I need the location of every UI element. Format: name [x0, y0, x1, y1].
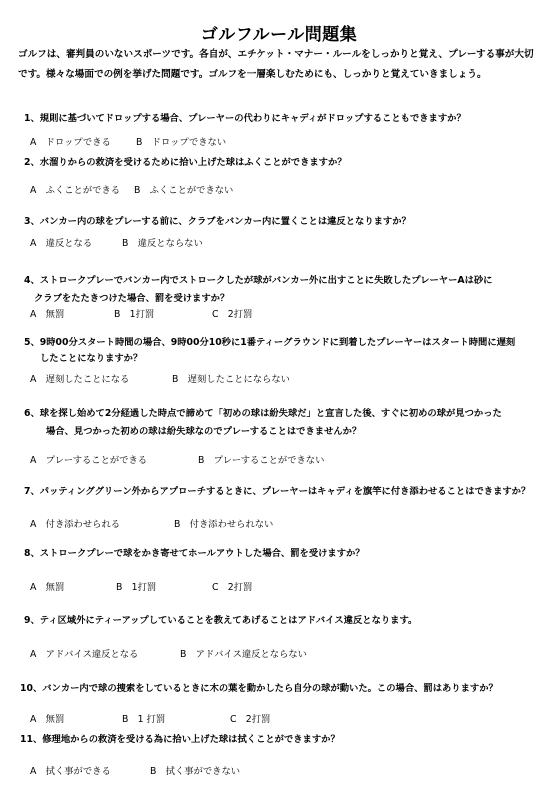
q4-option-b: B 1打罰: [114, 309, 155, 320]
q1-option-a: A ドロップできる: [30, 137, 111, 148]
q8-option-a: A 無罰: [30, 582, 65, 593]
q6-option-a: A プレーすることができる: [30, 455, 148, 466]
q10-option-b: B 1 打罰: [122, 714, 166, 725]
question-5-line-2: したことになりますか？: [40, 353, 143, 364]
question-8: 8、ストロークプレーで球をかき寄せてホールアウトした場合、罰を受けますか？: [24, 548, 365, 559]
question-9: 9、ティ区域外にティーアップしていることを教えてあげることはアドバイス違反となります。: [24, 615, 418, 626]
question-4-line-2: クラブをたたきつけた場合、罰を受けますか？: [34, 293, 230, 304]
q8-option-b: B 1打罰: [116, 582, 157, 593]
intro-line-2: です。様々な場面での例を挙げた問題です。ゴルフを一層楽しむためにも、しっかりと覚えていきましょう。: [18, 69, 487, 80]
q2-option-a: A ふくことができる: [30, 185, 121, 196]
q4-option-c: C 2打罰: [212, 309, 253, 320]
q9-option-b: B アドバイス違反とならない: [180, 649, 307, 660]
question-6-line-1: 6、球を探し始めて2分経過した時点で諦めて「初めの球は紛失球だ」と宣言した後、すぐに初めの球が見つかった: [24, 408, 502, 419]
question-3: 3、バンカー内の球をプレーする前に、クラブをバンカー内に置くことは違反となりますか？: [24, 216, 411, 227]
q10-option-c: C 2打罰: [230, 714, 271, 725]
question-4-line-1: 4、ストロークプレーでバンカー内でストロークしたが球がバンカー外に出すことに失敗したプレーヤーAは砂に: [24, 275, 493, 286]
question-6-line-2: 場合、見つかった初めの球は紛失球なのでプレーすることはできませんか？: [46, 426, 362, 437]
q5-option-a: A 遅刻したことになる: [30, 374, 130, 385]
q7-option-b: B 付き添わせられない: [174, 519, 274, 530]
question-2: 2、水溜りからの救済を受けるために拾い上げた球はふくことができますか？: [24, 157, 347, 168]
q7-option-a: A 付き添わせられる: [30, 519, 121, 530]
q2-option-b: B ふくことができない: [134, 185, 234, 196]
q9-option-a: A アドバイス違反となる: [30, 649, 139, 660]
q3-option-b: B 違反とならない: [122, 238, 203, 249]
q8-option-c: C 2打罰: [212, 582, 253, 593]
q10-option-a: A 無罰: [30, 714, 65, 725]
q11-option-a: A 拭く事ができる: [30, 766, 111, 777]
intro-line-1: ゴルフは、審判員のいないスポーツです。各自が、エチケット・マナー・ルールをしっかりと覚え、プレーする事が大切: [18, 49, 534, 60]
question-5-line-1: 5、9時00分スタート時間の場合、9時00分10秒に1番ティーグラウンドに到着したプレーヤーはスタート時間に遅刻: [24, 337, 516, 348]
q6-option-b: B プレーすることができない: [198, 455, 325, 466]
q5-option-b: B 遅刻したことにならない: [172, 374, 290, 385]
question-7: 7、パッティンググリーン外からアプローチするときに、プレーヤーはキャディを旗竿に付き添わせることはできますか？: [24, 486, 531, 497]
page-title: ゴルフルール問題集: [200, 25, 358, 45]
question-1: 1、規則に基づいてドロップする場合、プレーヤーの代わりにキャディがドロップすることもできますか？: [24, 113, 466, 124]
q11-option-b: B 拭く事ができない: [150, 766, 241, 777]
q4-option-a: A 無罰: [30, 309, 65, 320]
question-10: 10、バンカー内で球の捜索をしているときに木の葉を動かしたら自分の球が動いた。この場合、罰はありますか？: [20, 683, 498, 694]
q1-option-b: B ドロップできない: [136, 137, 227, 148]
question-11: 11、修理地からの救済を受ける為に拾い上げた球は拭くことができますか？: [20, 734, 340, 745]
q3-option-a: A 違反となる: [30, 238, 93, 249]
